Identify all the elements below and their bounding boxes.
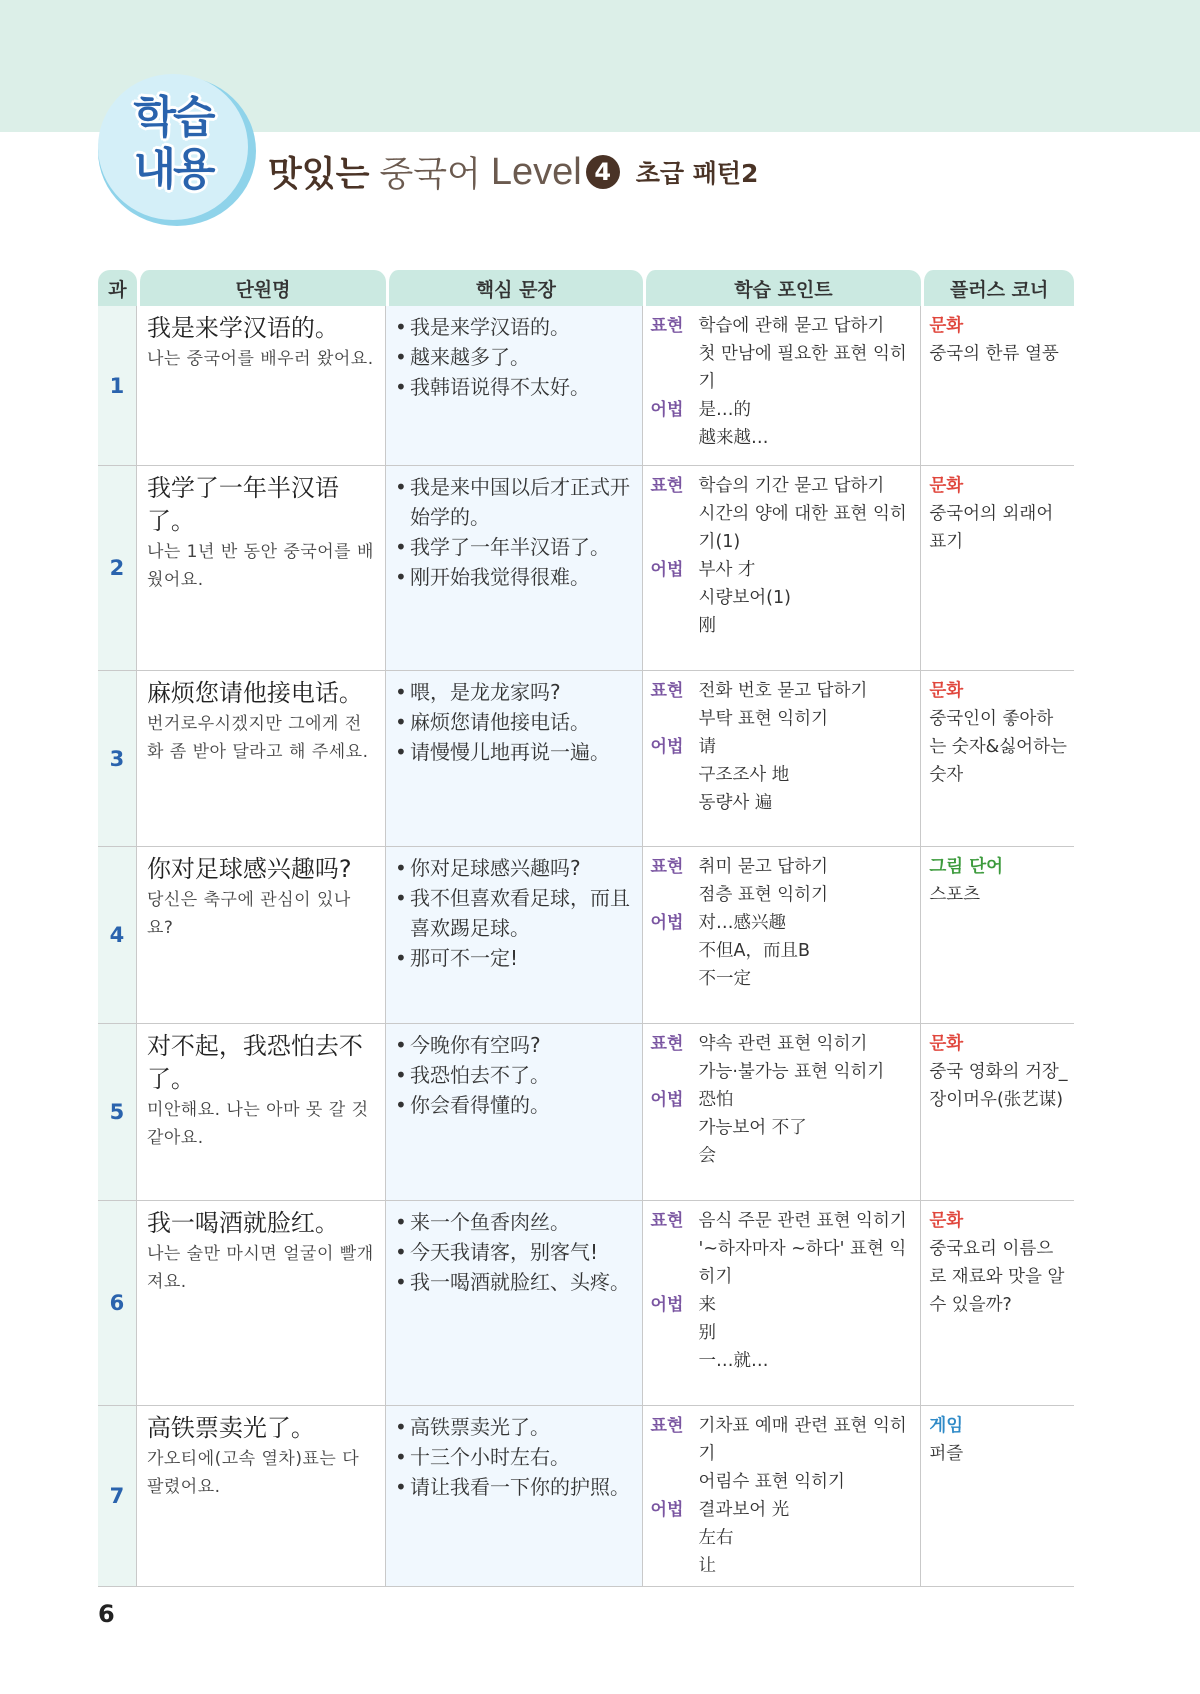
point-items <box>699 1496 790 1580</box>
table-row <box>98 1406 1074 1587</box>
core-sentences-cell <box>386 1201 643 1406</box>
column-header-lesson: 과 <box>98 270 137 306</box>
core-sentences-cell <box>386 847 643 1024</box>
table-row <box>98 466 1074 671</box>
unit-title-ko: 가오티에(고속 열차)표는 다 팔렸어요. <box>146 1449 360 1497</box>
plus-corner-cell <box>921 847 1074 1024</box>
point-item: 전화 번호 묻고 답하기 <box>698 681 868 701</box>
core-sentences-cell <box>386 671 643 847</box>
lesson-number: 4 <box>98 847 137 1024</box>
lesson-number: 2 <box>98 466 137 671</box>
core-sentence: • 我是来中国以后才正式开始学的。 <box>394 472 636 532</box>
plus-category: 문화 <box>929 681 964 701</box>
plus-category: 그림 단어 <box>929 857 1004 877</box>
point-item: 시간의 양에 대한 표현 익히기(1) <box>698 504 907 552</box>
plus-category: 문화 <box>929 476 964 496</box>
point-item: 越来越… <box>698 428 769 448</box>
point-items <box>699 472 917 556</box>
unit-title-ko: 당신은 축구에 관심이 있나요? <box>146 890 351 938</box>
unit-cell <box>137 466 386 671</box>
learning-points-cell <box>643 1024 922 1201</box>
point-item: 是…的 <box>698 400 752 420</box>
point-item: 对…感兴趣 <box>698 913 787 933</box>
core-sentence: • 那可不一定! <box>394 943 636 973</box>
point-tag: 표현 <box>650 316 684 336</box>
point-items <box>699 853 828 909</box>
table-header-row <box>98 270 1074 306</box>
point-group <box>651 1207 917 1291</box>
point-group <box>651 396 917 452</box>
core-sentence-list <box>394 1207 636 1297</box>
column-header-plus: 플러스 코너 <box>921 270 1074 306</box>
badge-line-2: 내용 <box>133 144 213 195</box>
section-badge <box>112 92 234 196</box>
lesson-number: 1 <box>98 306 137 466</box>
plus-corner-cell <box>921 306 1074 466</box>
plus-text: 중국어의 외래어 표기 <box>929 504 1054 552</box>
plus-text: 중국인이 좋아하는 숫자&싫어하는 숫자 <box>929 709 1067 785</box>
point-item: 가능보어 不了 <box>698 1118 807 1138</box>
core-sentences-cell <box>386 1406 643 1587</box>
core-sentence: • 喂，是龙龙家吗? <box>394 677 636 707</box>
unit-title-cn: 你对足球感兴趣吗? <box>146 855 352 883</box>
lesson-number: 7 <box>98 1406 137 1587</box>
unit-cell <box>137 847 386 1024</box>
plus-text: 퍼즐 <box>929 1444 964 1464</box>
table-row <box>98 847 1074 1024</box>
point-item: 음식 주문 관련 표현 익히기 <box>698 1211 907 1231</box>
point-item: 부탁 표현 익히기 <box>698 709 829 729</box>
core-sentence-list <box>394 1412 636 1502</box>
point-item: 구조조사 地 <box>698 765 790 785</box>
unit-title-cn: 麻烦您请他接电话。 <box>146 679 363 707</box>
learning-points-cell <box>643 671 922 847</box>
plus-corner-cell <box>921 1406 1074 1587</box>
point-item: 让 <box>698 1556 717 1576</box>
core-sentence: • 今晚你有空吗? <box>394 1030 636 1060</box>
unit-cell <box>137 1201 386 1406</box>
point-item: 请 <box>698 737 717 757</box>
core-sentence: • 我学了一年半汉语了。 <box>394 532 636 562</box>
point-items <box>699 556 791 640</box>
point-item: 左右 <box>698 1528 734 1548</box>
core-sentence: • 请让我看一下你的护照。 <box>394 1472 636 1502</box>
point-item: 会 <box>698 1146 717 1166</box>
point-group <box>651 1496 917 1580</box>
point-tag: 표현 <box>650 476 684 496</box>
point-item: 점층 표현 익히기 <box>698 885 829 905</box>
point-tag: 어법 <box>650 400 684 420</box>
point-group <box>651 556 917 640</box>
point-item: 기차표 예매 관련 표현 익히기 <box>698 1416 907 1464</box>
learning-points-cell <box>643 306 922 466</box>
point-tag: 표현 <box>650 681 684 701</box>
point-tag: 표현 <box>650 1211 684 1231</box>
core-sentence-list <box>394 1030 636 1120</box>
book-subtitle: 초급 패턴2 <box>635 159 759 188</box>
point-group <box>651 1086 917 1170</box>
core-sentences-cell <box>386 306 643 466</box>
point-tag: 표현 <box>650 1034 684 1054</box>
curriculum-table <box>98 270 1074 1587</box>
plus-corner-cell <box>921 466 1074 671</box>
core-sentence: • 我韩语说得不太好。 <box>394 372 636 402</box>
page-number: 6 <box>98 1600 115 1628</box>
learning-points-cell <box>643 466 922 671</box>
plus-category: 문화 <box>929 1034 964 1054</box>
badge-line-1: 학습 <box>133 92 213 143</box>
lesson-number: 5 <box>98 1024 137 1201</box>
point-items <box>699 1291 769 1375</box>
core-sentence: • 刚开始我觉得很难。 <box>394 562 636 592</box>
column-header-unit: 단원명 <box>137 270 386 306</box>
unit-title-cn: 我是来学汉语的。 <box>146 314 339 342</box>
core-sentence-list <box>394 472 636 592</box>
table-row <box>98 671 1074 847</box>
point-tag: 표현 <box>650 1416 684 1436</box>
lesson-number: 3 <box>98 671 137 847</box>
core-sentences-cell <box>386 466 643 671</box>
unit-title-cn: 我一喝酒就脸红。 <box>146 1209 339 1237</box>
point-item: 来 <box>698 1295 717 1315</box>
point-item: 약속 관련 표현 익히기 <box>698 1034 868 1054</box>
point-tag: 어법 <box>650 560 684 580</box>
point-group <box>651 909 917 993</box>
point-tag: 어법 <box>650 1295 684 1315</box>
point-group <box>651 472 917 556</box>
point-items <box>699 1086 807 1170</box>
point-tag: 어법 <box>650 1090 684 1110</box>
point-tag: 어법 <box>650 737 684 757</box>
point-items <box>699 1412 917 1496</box>
point-item: 첫 만남에 필요한 표현 익히기 <box>698 344 907 392</box>
plus-category: 문화 <box>929 1211 964 1231</box>
plus-corner-cell <box>921 671 1074 847</box>
unit-title-ko: 미안해요. 나는 아마 못 갈 것 같아요. <box>146 1100 369 1148</box>
point-group <box>651 853 917 909</box>
point-item: '~하자마자 ~하다' 표현 익히기 <box>698 1239 907 1287</box>
point-item: 학습의 기간 묻고 답하기 <box>698 476 885 496</box>
core-sentence: • 十三个小时左右。 <box>394 1442 636 1472</box>
point-items <box>699 909 810 993</box>
lesson-number: 6 <box>98 1201 137 1406</box>
point-item: 동량사 遍 <box>698 793 773 813</box>
learning-points-cell <box>643 1406 922 1587</box>
core-sentence: • 我不但喜欢看足球，而且喜欢踢足球。 <box>394 883 636 943</box>
point-item: 가능·불가능 표현 익히기 <box>698 1062 885 1082</box>
point-items <box>699 677 868 733</box>
point-items <box>699 1030 885 1086</box>
point-group <box>651 733 917 817</box>
point-tag: 어법 <box>650 1500 684 1520</box>
point-item: 不一定 <box>698 969 752 989</box>
point-item: 刚 <box>698 616 717 636</box>
column-header-points: 학습 포인트 <box>643 270 922 306</box>
unit-cell <box>137 671 386 847</box>
unit-cell <box>137 306 386 466</box>
point-items <box>699 396 769 452</box>
core-sentence: • 我一喝酒就脸红、头疼。 <box>394 1267 636 1297</box>
point-item: 恐怕 <box>698 1090 734 1110</box>
point-item: 부사 才 <box>698 560 756 580</box>
core-sentence: • 高铁票卖光了。 <box>394 1412 636 1442</box>
title-light: 중국어 <box>379 155 481 195</box>
plus-text: 중국요리 이름으로 재료와 맛을 알 수 있을까? <box>929 1239 1065 1315</box>
plus-corner-cell <box>921 1024 1074 1201</box>
point-group <box>651 677 917 733</box>
unit-title-cn: 高铁票卖光了。 <box>146 1414 315 1442</box>
core-sentence: • 请慢慢儿地再说一遍。 <box>394 737 636 767</box>
core-sentence-list <box>394 853 636 973</box>
point-item: 不但A，而且B <box>698 941 811 961</box>
learning-points-cell <box>643 847 922 1024</box>
point-tag: 어법 <box>650 913 684 933</box>
core-sentence: • 我恐怕去不了。 <box>394 1060 636 1090</box>
plus-category: 문화 <box>929 316 964 336</box>
core-sentence: • 麻烦您请他接电话。 <box>394 707 636 737</box>
point-items <box>699 312 917 396</box>
unit-title-ko: 나는 1년 반 동안 중국어를 배웠어요. <box>146 542 374 590</box>
unit-title-cn: 我学了一年半汉语了。 <box>146 474 339 535</box>
point-group <box>651 1291 917 1375</box>
point-items <box>699 1207 917 1291</box>
title-bold: 맛있는 <box>268 155 370 195</box>
core-sentence: • 今天我请客，别客气! <box>394 1237 636 1267</box>
core-sentence: • 你对足球感兴趣吗? <box>394 853 636 883</box>
point-tag: 표현 <box>650 857 684 877</box>
point-group <box>651 1412 917 1496</box>
plus-text: 중국의 한류 열풍 <box>929 344 1059 364</box>
core-sentence: • 来一个鱼香肉丝。 <box>394 1207 636 1237</box>
point-items <box>699 733 790 817</box>
table-row <box>98 306 1074 466</box>
point-item: 결과보어 光 <box>698 1500 790 1520</box>
point-item: 학습에 관해 묻고 답하기 <box>698 316 885 336</box>
unit-title-cn: 对不起，我恐怕去不了。 <box>146 1032 363 1093</box>
core-sentence: • 我是来学汉语的。 <box>394 312 636 342</box>
point-item: 시량보어(1) <box>698 588 791 608</box>
plus-text: 중국 영화의 거장_장이머우(张艺谋) <box>929 1062 1068 1110</box>
table-row <box>98 1024 1074 1201</box>
plus-text: 스포츠 <box>929 885 981 905</box>
unit-title-ko: 나는 중국어를 배우러 왔어요. <box>146 349 374 369</box>
unit-title-ko: 나는 술만 마시면 얼굴이 빨개져요. <box>146 1244 374 1292</box>
point-group <box>651 1030 917 1086</box>
point-item: 취미 묻고 답하기 <box>698 857 829 877</box>
point-item: 어림수 표현 익히기 <box>698 1472 845 1492</box>
level-number-badge: 4 <box>586 155 620 189</box>
point-item: 别 <box>698 1323 717 1343</box>
unit-cell <box>137 1406 386 1587</box>
learning-points-cell <box>643 1201 922 1406</box>
core-sentence: • 越来越多了。 <box>394 342 636 372</box>
table-row <box>98 1201 1074 1406</box>
plus-category: 게임 <box>929 1416 964 1436</box>
core-sentence-list <box>394 312 636 402</box>
plus-corner-cell <box>921 1201 1074 1406</box>
column-header-core: 핵심 문장 <box>386 270 643 306</box>
point-group <box>651 312 917 396</box>
book-title <box>268 146 758 198</box>
unit-title-ko: 번거로우시겠지만 그에게 전화 좀 받아 달라고 해 주세요. <box>146 714 369 762</box>
point-item: 一…就… <box>698 1351 769 1371</box>
core-sentence-list <box>394 677 636 767</box>
core-sentence: • 你会看得懂的。 <box>394 1090 636 1120</box>
core-sentences-cell <box>386 1024 643 1201</box>
unit-cell <box>137 1024 386 1201</box>
title-level: Level <box>490 150 582 193</box>
